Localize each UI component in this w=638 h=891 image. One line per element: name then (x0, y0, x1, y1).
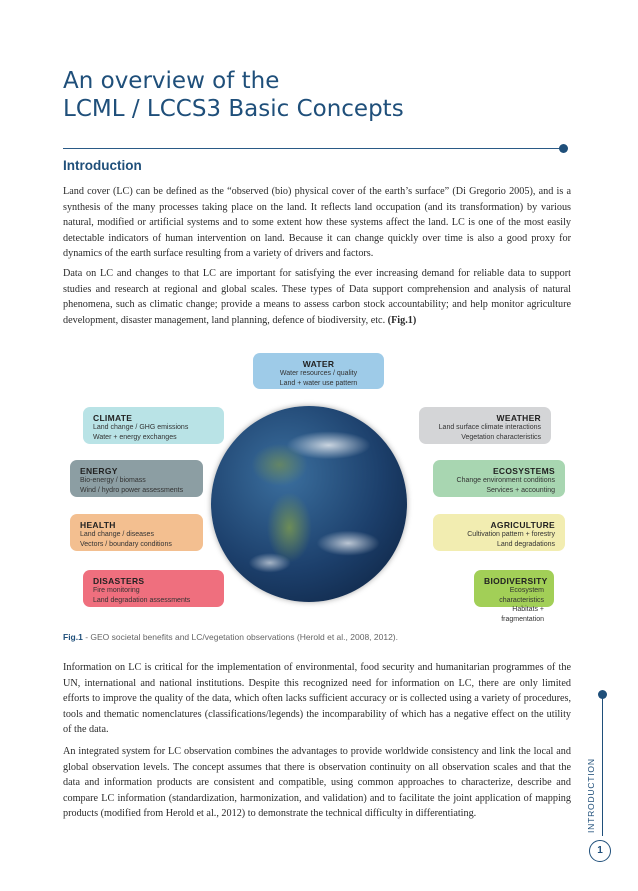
box-climate-line1: Land change / GHG emissions (93, 424, 189, 431)
section-heading: Introduction (63, 158, 142, 173)
box-energy (70, 460, 203, 497)
box-agriculture-line2: Land degradations (497, 540, 555, 548)
box-agriculture (433, 514, 565, 551)
box-health (70, 514, 203, 551)
box-water-title: WATER (302, 359, 335, 369)
box-agriculture-title: AGRICULTURE (490, 520, 555, 530)
paragraph-2 (63, 266, 571, 328)
box-weather (419, 407, 551, 444)
box-climate-line2: Water + energy exchanges (93, 433, 177, 441)
page-number: 1 (589, 840, 611, 862)
title-line-1: An overview of the (63, 68, 280, 94)
paragraph-4: An integrated system for LC observation combines the advantages to provide worldwide consistency and link the local and global observation levels. The concept assumes that there is observation continuity on all observation scales and that the data and information products are consistent and compatible, using common approaches to characterize, describe and compare LC information (standardization, harmonization, and validation) and to facilitate the joint application of mapping products (modified from Herold et al., 2012) to demonstrate the technical difficulty in differentiating. (63, 746, 571, 819)
side-rule-dot (598, 690, 607, 699)
box-ecosystems-line2: Services + accounting (486, 486, 555, 494)
box-biodiversity-line1: Ecosystem characteristics (499, 587, 544, 604)
box-climate (83, 407, 224, 444)
title-rule (63, 148, 564, 149)
box-health-line2: Vectors / boundary conditions (80, 540, 172, 548)
box-weather-line2: Vegetation characteristics (461, 433, 541, 441)
box-energy-line1: Bio-energy / biomass (80, 477, 146, 484)
page-title (63, 67, 583, 123)
box-disasters-line1: Fire monitoring (93, 587, 140, 594)
globe-image (211, 406, 407, 602)
box-ecosystems (433, 460, 565, 497)
box-disasters-title: DISASTERS (93, 576, 145, 586)
box-biodiversity-title: BIODIVERSITY (484, 576, 548, 586)
paragraph-2-text: Data on LC and changes to that LC are important for satisfying the ever increasing demand for reliable data to support studies and research at regional and global scales. These types of Data support comprehension and analysis of natural phenomena, such as climatic change; provide a means to assess carbon stock accountability; and help monitor agriculture development, disaster management, land planning, defence of biodiversity, etc. (63, 268, 571, 326)
box-disasters-line2: Land degradation assessments (93, 596, 191, 604)
figure-reference: (Fig.1) (387, 314, 417, 326)
box-ecosystems-title: ECOSYSTEMS (492, 466, 555, 476)
figure-1 (63, 350, 573, 623)
figure-caption-label: Fig.1 (63, 632, 83, 642)
paragraph-1: Land cover (LC) can be defined as the “observed (bio) physical cover of the earth’s surface” (Di Gregorio 2005), and is a synthesis of the many processes taking place on the land. It reflects land occupation (and its transformation) by various natural, modified or artificial systems and to some extent how these systems affect the land. LC is one of the most easily detectable indicators of human intervention on land. Because it can change quickly over time is also a good proxy for dynamics of the earth surface resulting from a variety of drivers and factors. (63, 186, 571, 259)
side-rule (602, 693, 603, 836)
box-biodiversity-line2: Habitats + fragmentation (501, 606, 544, 623)
box-biodiversity (474, 570, 554, 623)
box-energy-title: ENERGY (80, 466, 118, 476)
box-ecosystems-line1: Change environment conditions (456, 477, 555, 484)
title-rule-dot (559, 144, 568, 153)
box-weather-title: WEATHER (496, 413, 541, 423)
box-water-line2: Land + water use pattern (279, 379, 358, 387)
box-health-line1: Land change / diseases (80, 531, 154, 538)
box-water (253, 353, 384, 389)
figure-caption (63, 632, 398, 642)
section-side-label: INTRODUCTION (586, 758, 596, 833)
box-energy-line2: Wind / hydro power assessments (80, 486, 184, 494)
box-disasters (83, 570, 224, 607)
box-water-line1: Water resources / quality (279, 370, 358, 377)
figure-caption-text: - GEO societal benefits and LC/vegetation observations (Herold et al., 2008, 2012). (82, 632, 398, 642)
paragraph-3: Information on LC is critical for the implementation of environmental, food security and humanitarian programmes of the UN, international and national institutions. Despite this recognized need for information on LC, there are only limited efforts to improve the quality of the data, which often lacks sufficient accuracy or is collected using a variety of procedures, tools and thematic nomenclatures (classifications/legends) the incomparability of which has a negative effect on the utility of the data. (63, 662, 571, 735)
box-health-title: HEALTH (80, 520, 116, 530)
title-line-2: LCML / LCCS3 Basic Concepts (63, 96, 404, 122)
box-climate-title: CLIMATE (93, 413, 133, 423)
box-weather-line1: Land surface climate interactions (438, 424, 541, 431)
box-agriculture-line1: Cultivation pattern + forestry (467, 531, 555, 538)
